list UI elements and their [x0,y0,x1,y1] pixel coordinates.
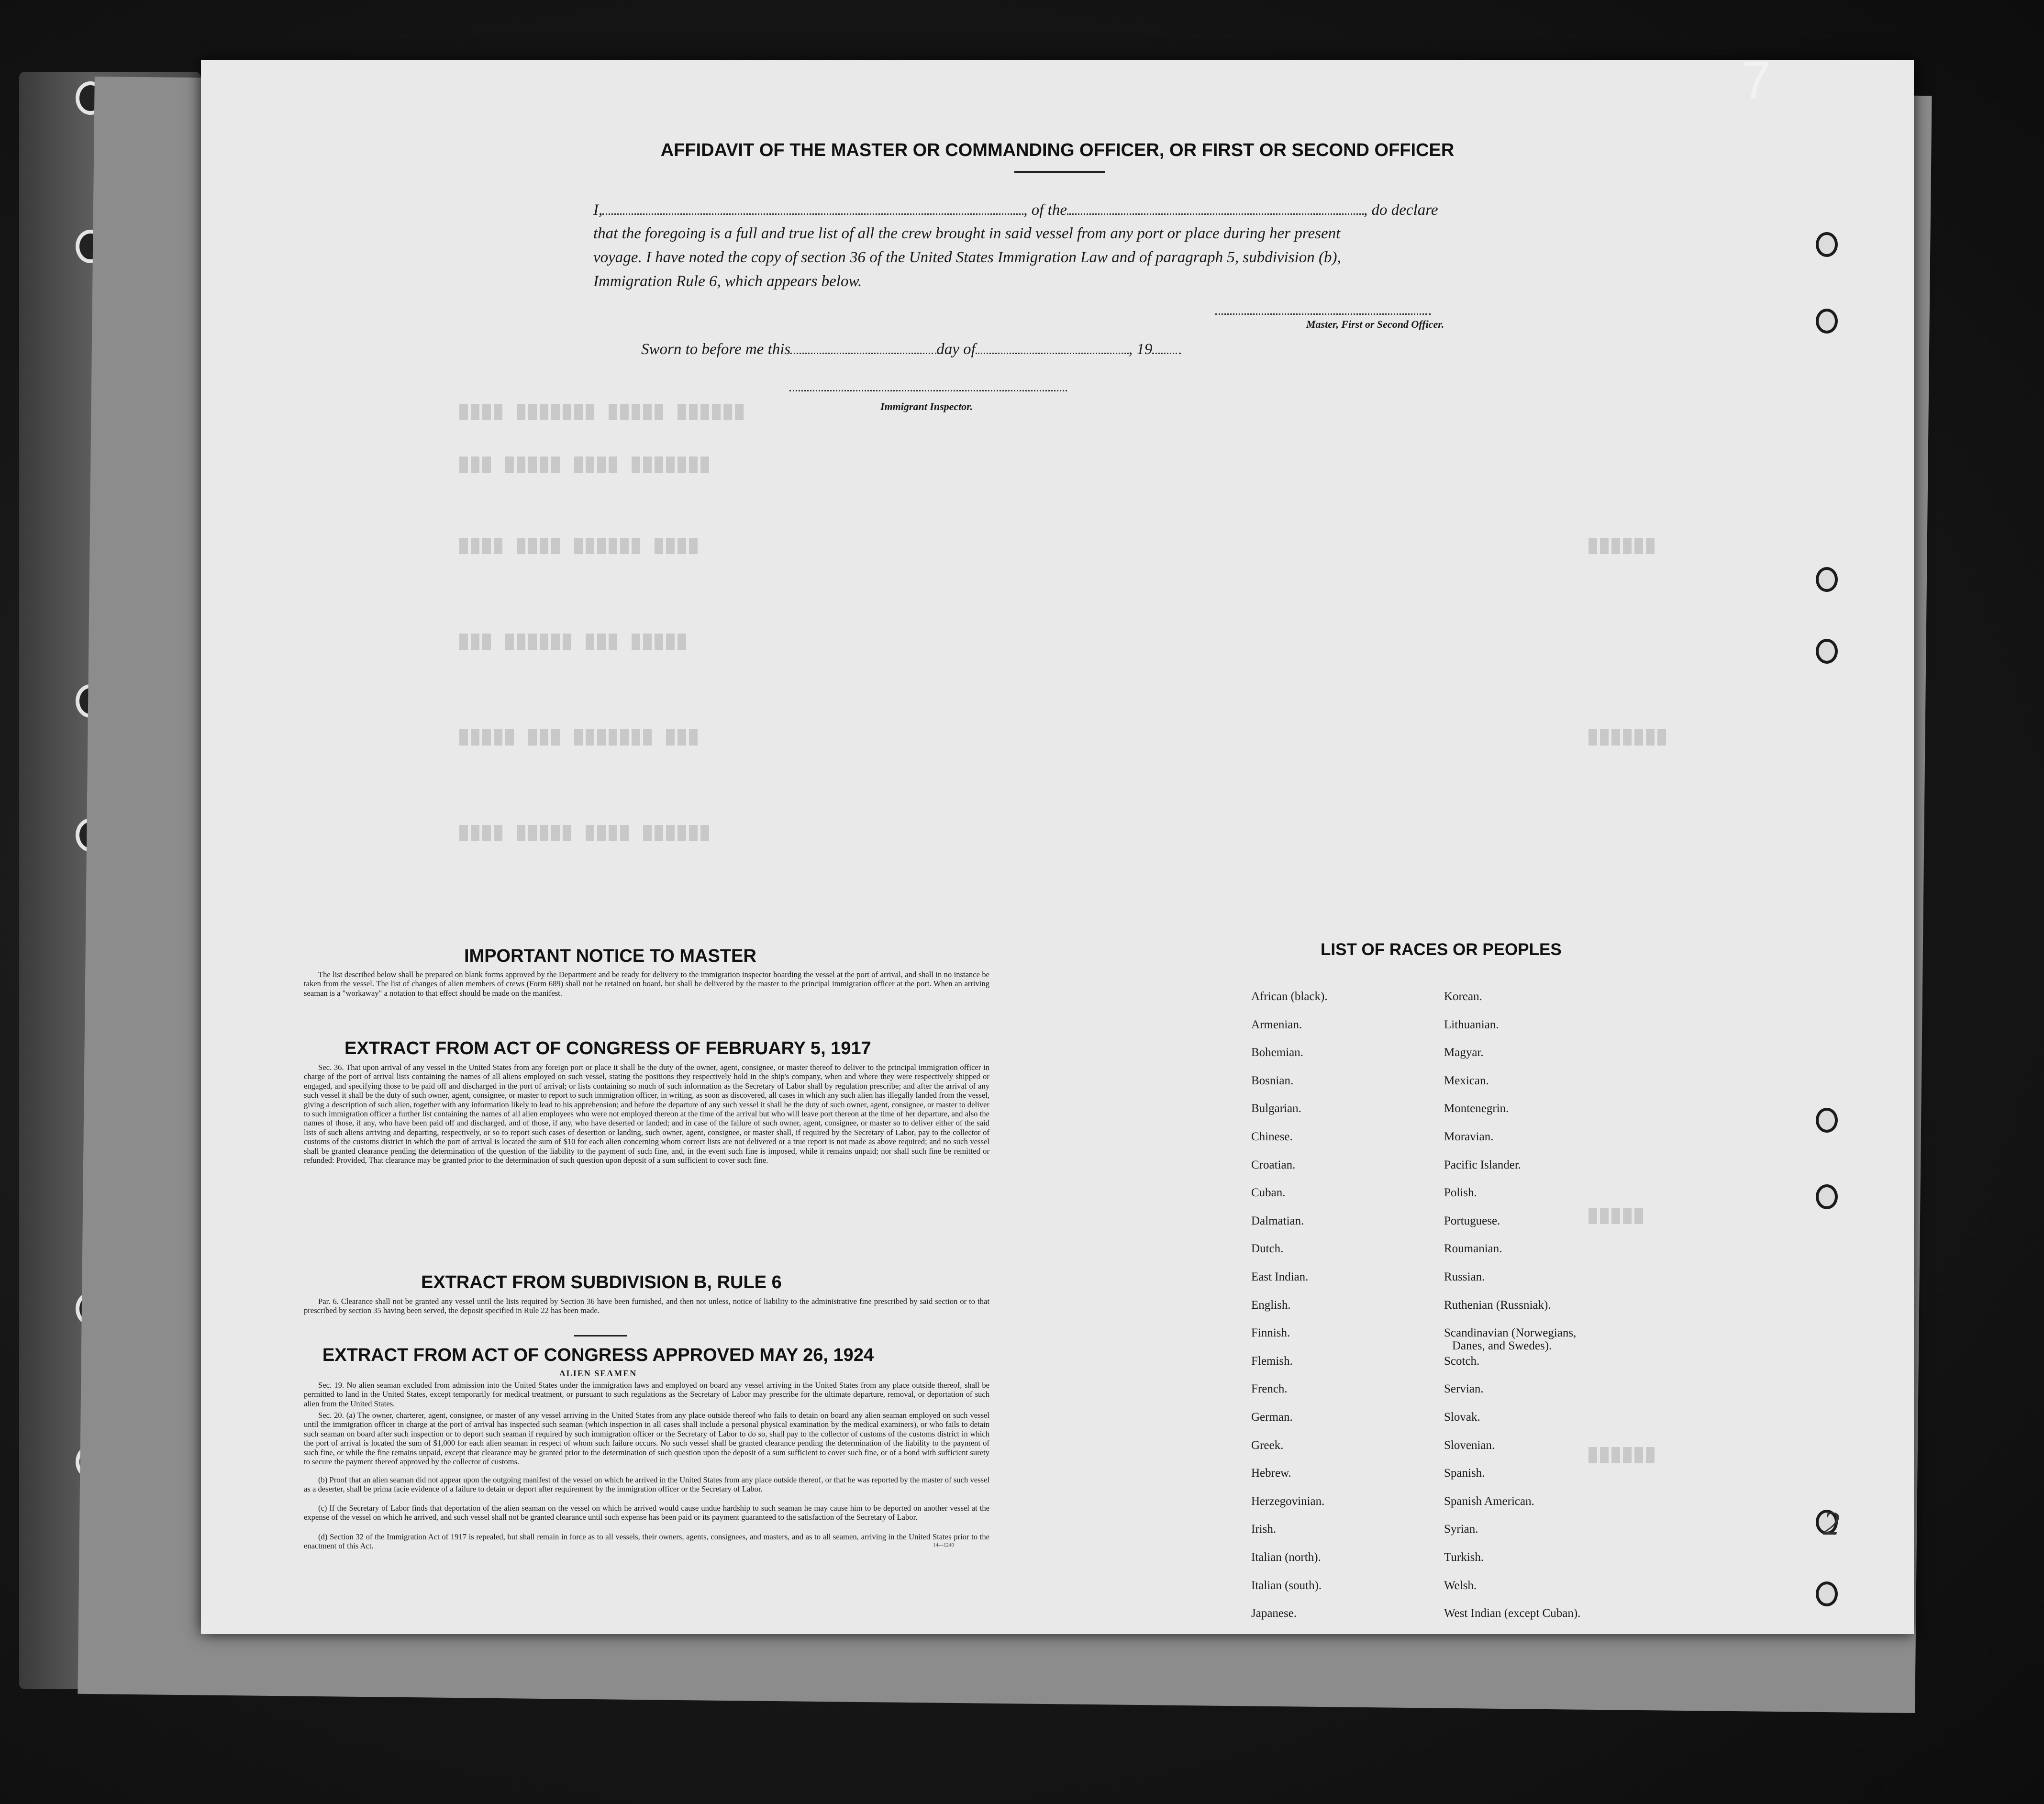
handwritten-mark: 2 [1823,1505,1840,1542]
race-item-left: Hebrew. [1251,1467,1291,1480]
form-number: 14—1240 [933,1542,954,1548]
punch-hole [1816,567,1838,592]
bleed-through-text: █████ [1589,1208,1646,1225]
punch-hole [1816,232,1838,257]
race-item-right: Turkish. [1444,1551,1484,1564]
race-item-right: Servian. [1444,1382,1484,1396]
race-item-left: Cuban. [1251,1186,1286,1200]
sec-20-a-text: Sec. 20. (a) The owner, charterer, agent, consignee, or master of any vessel arriving in the United States from any place outside thereof who fails to detain on board any alien seaman employed on such vessel until the immigration officer in charge at the port of arrival has inspected such seaman (which inspection in all cases shall include a personal physical examination by the medical examiners), or who fails to detain such seaman on board after such inspection or to deport such seaman if required by such immigration officer or the Secretary of Labor to do so, shall pay to the collector of customs of the customs district in which the port of arrival is located the sum of $1,000 for each alien seaman in respect of whom such failure occurs. No such vessel shall be granted clearance pending the determination of the liability to the payment of such fine, or while the fine remains unpaid, except that clearance may be granted prior to the determination of such question upon the deposit of a sum sufficient to cover such fine, or of a bond with sufficient surety to secure the payment thereof approved by the collector of customs. [304,1411,989,1467]
race-item-left: Armenian. [1251,1018,1302,1031]
section-rule [574,1335,627,1336]
race-item-left: French. [1251,1382,1288,1396]
race-item-right: Spanish American. [1444,1494,1534,1508]
race-item-right: Montenegrin. [1444,1102,1509,1115]
sec-20-b-text: (b) Proof that an alien seaman did not appear upon the outgoing manifest of the vessel on which he arrived in the United States from any place outside thereof, or that he was reported by the master of such vessel as a deserter, shall be prima facie evidence of a failure to detain or deport after requirement by the immigration officer or the Secretary of Labor. [304,1475,989,1494]
affidavit-line-2: that the foregoing is a full and true list of all the crew brought in said vessel from any port or place during her present [593,225,1341,242]
extract-1917-heading: EXTRACT FROM ACT OF CONGRESS OF FEBRUARY 5, 1917 [344,1038,871,1058]
bleed-through-text: ██████ [1589,538,1658,555]
race-item-left: Irish. [1251,1523,1277,1536]
bleed-through-text: ███████ [1589,730,1669,746]
bleed-through-text: ████ █████ ████ ██████ [459,825,712,842]
race-item-left: Herzegovinian. [1251,1494,1325,1508]
race-item-left: Flemish. [1251,1354,1293,1368]
notice-text: The list described below shall be prepared on blank forms approved by the Department and be ready for delivery to the immigration inspector boarding the vessel at the port of arrival, and shall in no instance be taken from the vessel. The list of changes of alien members of crews (Form 689) shall not be retained on board, but shall be delivered by the master to the principal immigration officer at the port. When an arriving seaman is a "workaway" a notation to that effect should be made on the manifest. [304,970,989,998]
affidavit-line-4: Immigration Rule 6, which appears below. [593,273,862,290]
rule-6-heading: EXTRACT FROM SUBDIVISION B, RULE 6 [421,1272,782,1292]
race-item-left: Greek. [1251,1438,1284,1452]
race-item-right: Roumanian. [1444,1242,1502,1256]
affidavit-title: AFFIDAVIT OF THE MASTER OR COMMANDING OFFICER, OR FIRST OR SECOND OFFICER [660,140,1455,160]
race-item-right: Polish. [1444,1186,1477,1200]
race-item-right: Moravian. [1444,1130,1494,1143]
race-item-left: Italian (south). [1251,1579,1322,1592]
race-item-right: Scandinavian (Norwegians, [1444,1326,1577,1340]
signature-label: Master, First or Second Officer. [1306,318,1444,330]
race-item-left: German. [1251,1411,1293,1424]
race-item-left: African (black). [1251,990,1328,1003]
race-item-left: East Indian. [1251,1270,1309,1283]
alien-seamen-subheading: ALIEN SEAMEN [559,1369,637,1378]
race-item-right: Russian. [1444,1270,1485,1283]
race-item-left: Bulgarian. [1251,1102,1301,1115]
race-item-left: Chinese. [1251,1130,1293,1143]
race-item-left: Bosnian. [1251,1074,1294,1087]
race-item-right: West Indian (except Cuban). [1444,1607,1581,1620]
bleed-through-text: ████ ███████ █████ ██████ [459,404,747,421]
bleed-through-text: ███ ██████ ███ █████ [459,634,689,650]
sec-19-text: Sec. 19. No alien seaman excluded from admission into the United States under the immigration laws and employed on board any vessel arriving in the United States from any place outside thereof, shall be permitted to land in the United States, except temporarily for medical treatment, or pursuant to such regulations as the Secretary of Labor may prescribe for the ultimate departure, removal, or deportation of such alien from the United States. [304,1381,989,1408]
race-item-left: English. [1251,1298,1291,1312]
race-item-left: Finnish. [1251,1326,1290,1340]
race-item-left: Dutch. [1251,1242,1284,1256]
signature-line [1215,313,1431,315]
punch-hole [1816,1108,1838,1133]
corner-number: 7 [1742,60,1771,110]
punch-hole [1816,1184,1838,1209]
bleed-through-text: █████ ███ ███████ ███ [459,730,701,746]
race-item-right: Danes, and Swedes). [1452,1339,1552,1353]
race-item-right: Pacific Islander. [1444,1158,1522,1171]
extract-1917-text: Sec. 36. That upon arrival of any vessel in the United States from any foreign port or place it shall be the duty of the owner, agent, consignee, or master thereof to deliver to the principal immigration officer in charge of the port of arrival lists containing the names of all aliens employed on such vessel, stating the positions they respectively hold in the ship's company, when and where they were respectively shipped or engaged, and specifying those to be paid off and discharged in the port of arrival; or lists containing so much of such information as the Secretary of Labor shall by regulation prescribe; and after the arrival of any such vessel it shall be the duty of such owner, agent, consignee, or master to report to such immigration officer, in writing, as soon as discovered, all cases in which any such alien has illegally landed from the vessel, giving a description of such alien, together with any information likely to lead to his apprehension; and before the departure of any such vessel it shall be the duty of such owner, agent, consignee, or master to deliver to such immigration officer a further list containing the names of all alien employees who were not employed thereon at the time of the arrival but who will leave port thereon at the time of her departure, and also the names of those, if any, who have been paid off and discharged, and of those, if any, who have deserted or landed; and in case of the failure of such owner, agent, consignee, or master so to deliver either of the said lists of such aliens arriving and departing, respectively, or so to report such cases of desertion or landing, such owner, agent, consignee, or master shall, if required by the Secretary of Labor, pay to the collector of customs of the customs district in which the port of arrival is located the sum of $10 for each alien concerning whom correct lists are not delivered or a true report is not made as above required; and no such vessel shall be granted clearance pending the determination of the question of the liability to the payment of such fine, and, in the event such fine is imposed, while it remains unpaid; nor shall such fine be remitted or refunded: Provided, That clearance may be granted prior to the determination of such question upon deposit of a sum sufficient to cover such fine. [304,1063,989,1165]
sec-20-d-text: (d) Section 32 of the Immigration Act of 1917 is repealed, but shall remain in force as to all vessels, their owners, agents, consignees, and masters, and as to all seamen, arriving in the United States prior to the enactment of this Act. [304,1532,989,1551]
race-item-right: Lithuanian. [1444,1018,1499,1031]
affidavit-line-1: I, , of the , do declare [593,201,1438,219]
inspector-label: Immigrant Inspector. [880,401,973,412]
race-item-right: Ruthenian (Russniak). [1444,1298,1551,1312]
rule-6-text: Par. 6. Clearance shall not be granted any vessel until the lists required by Section 36 have been furnished, and then not unless, notice of liability to the administrative fine prescribed by said section or to that prescribed by section 35 having been served, the deposit specified in Rule 22 has been made. [304,1297,989,1315]
race-item-right: Slovak. [1444,1411,1480,1424]
race-item-right: Scotch. [1444,1354,1480,1368]
race-item-right: Slovenian. [1444,1438,1495,1452]
affidavit-line-3: voyage. I have noted the copy of section 36 of the United States Immigration Law and of paragraph 5, subdivision (b), [593,249,1341,266]
bleed-through-text: ████ ████ ██████ ████ [459,538,701,555]
inspector-line [789,390,1067,391]
races-title: LIST OF RACES OR PEOPLES [1321,940,1562,959]
race-item-right: Magyar. [1444,1046,1484,1059]
race-item-left: Bohemian. [1251,1046,1304,1059]
race-item-left: Croatian. [1251,1158,1296,1171]
document-page [201,60,1914,1634]
bleed-through-text: ███ █████ ████ ███████ [459,457,712,473]
race-item-right: Korean. [1444,990,1482,1003]
extract-1924-heading: EXTRACT FROM ACT OF CONGRESS APPROVED MAY 26, 1924 [322,1345,874,1365]
sec-20-c-text: (c) If the Secretary of Labor finds that deportation of the alien seaman on the vessel on which he arrived would cause undue hardship to such seaman he may cause him to be deported on another vessel at the expense of the vessel on which he arrived, and such vessel shall not be granted clearance until such expense has been paid or its payment guaranteed to the satisfaction of the Secretary of Labor. [304,1503,989,1522]
race-item-right: Welsh. [1444,1579,1477,1592]
race-item-left: Dalmatian. [1251,1214,1304,1227]
bleed-through-text: ██████ [1589,1448,1658,1464]
notice-heading: IMPORTANT NOTICE TO MASTER [464,946,756,966]
race-item-left: Italian (north). [1251,1551,1321,1564]
race-item-right: Portuguese. [1444,1214,1500,1227]
punch-hole [1816,1581,1838,1606]
punch-hole [1816,639,1838,664]
race-item-left: Japanese. [1251,1607,1297,1620]
race-item-right: Spanish. [1444,1467,1485,1480]
title-rule [1014,171,1105,173]
sworn-line: Sworn to before me this day of , 19 [641,340,1181,358]
punch-hole [1816,309,1838,334]
race-item-right: Syrian. [1444,1523,1478,1536]
race-item-right: Mexican. [1444,1074,1489,1087]
